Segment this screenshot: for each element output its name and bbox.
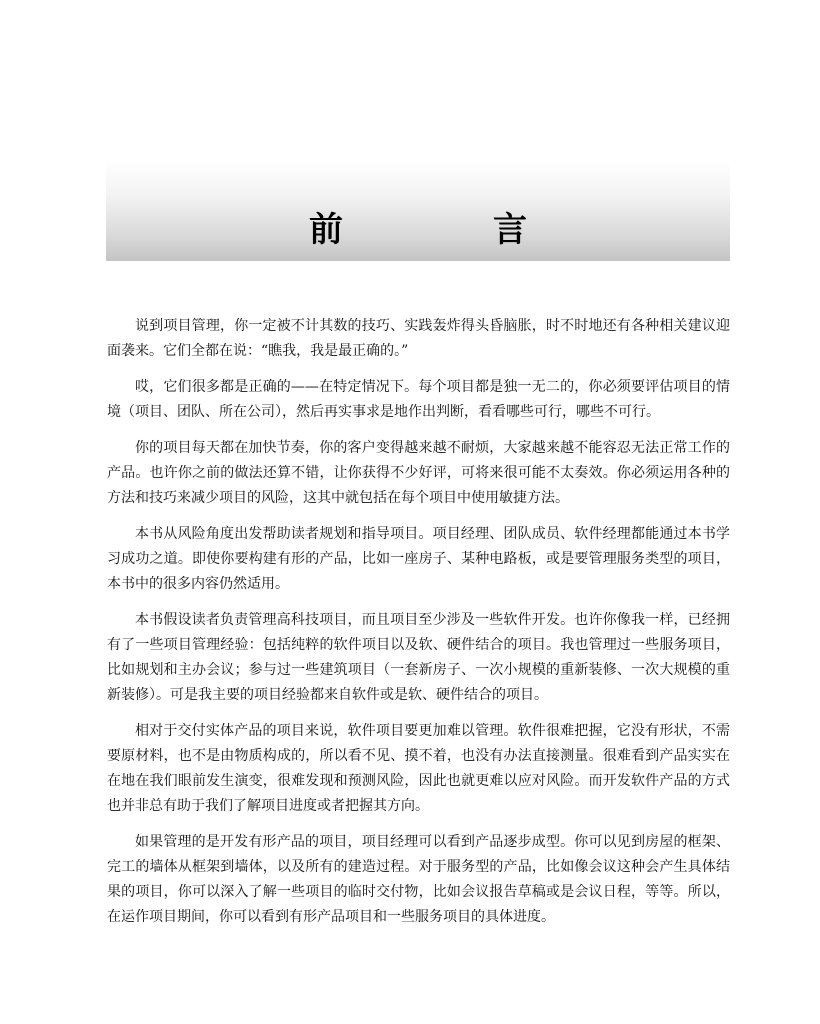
paragraph-5: 本书假设读者负责管理高科技项目，而且项目至少涉及一些软件开发。也许你像我一样，已经拥有了一些项目管理经验：包括纯粹的软件项目以及软、硬件结合的项目。我也管理过一些服务项目，比如规划和主办会议；参与过一些建筑项目（一套新房子、一次小规模的重新装修、一次大规模的重新装修）。可是我主要的项目经验都来自软件或是软、硬件结合的项目。 [107,612,730,703]
paragraph-4: 本书从风险角度出发帮助读者规划和指导项目。项目经理、团队成员、软件经理都能通过本书学习成功之道。即使你要构建有形的产品，比如一座房子、某种电路板，或是要管理服务类型的项目，本书中的很多内容仍然适用。 [107,526,730,592]
paragraph-1: 说到项目管理，你一定被不计其数的技巧、实践轰炸得头昏脑胀，时不时地还有各种相关建议迎面袭来。它们全都在说：“瞧我，我是最正确的。” [107,318,730,359]
paragraph-6: 相对于交付实体产品的项目来说，软件项目要更加难以管理。软件很难把握，它没有形状，不需要原材料，也不是由物质构成的，所以看不见、摸不着，也没有办法直接测量。很难看到产品实实在在地在我们眼前发生演变，很难发现和预测风险，因此也就更难以应对风险。而开发软件产品的方式也并非总有助于我们了解项目进度或者把握其方向。 [107,723,730,814]
paragraph-7: 如果管理的是开发有形产品的项目，项目经理可以看到产品逐步成型。你可以见到房屋的框架、完工的墙体从框架到墙体，以及所有的建造过程。对于服务型的产品，比如像会议这种会产生具体结果的项目，你可以深入了解一些项目的临时交付物，比如会议报告草稿或是会议日程，等等。所以，在运作项目期间，你可以看到有形产品项目和一些服务项目的具体进度。 [107,834,730,925]
body-text [107,314,730,941]
paragraph-2: 哎，它们很多都是正确的——在特定情况下。每个项目都是独一无二的，你必须要评估项目的情境（项目、团队、所在公司），然后再实事求是地作出判断，看看哪些可行，哪些不可行。 [107,379,730,420]
title-banner [106,160,730,261]
page-title: 前 言 [309,210,585,250]
paragraph-3: 你的项目每天都在加快节奏，你的客户变得越来越不耐烦，大家越来越不能容忍无法正常工作的产品。也许你之前的做法还算不错，让你获得不少好评，可将来很可能不太奏效。你必须运用各种的方法和技巧来减少项目的风险，这其中就包括在每个项目中使用敏捷方法。 [107,440,730,506]
